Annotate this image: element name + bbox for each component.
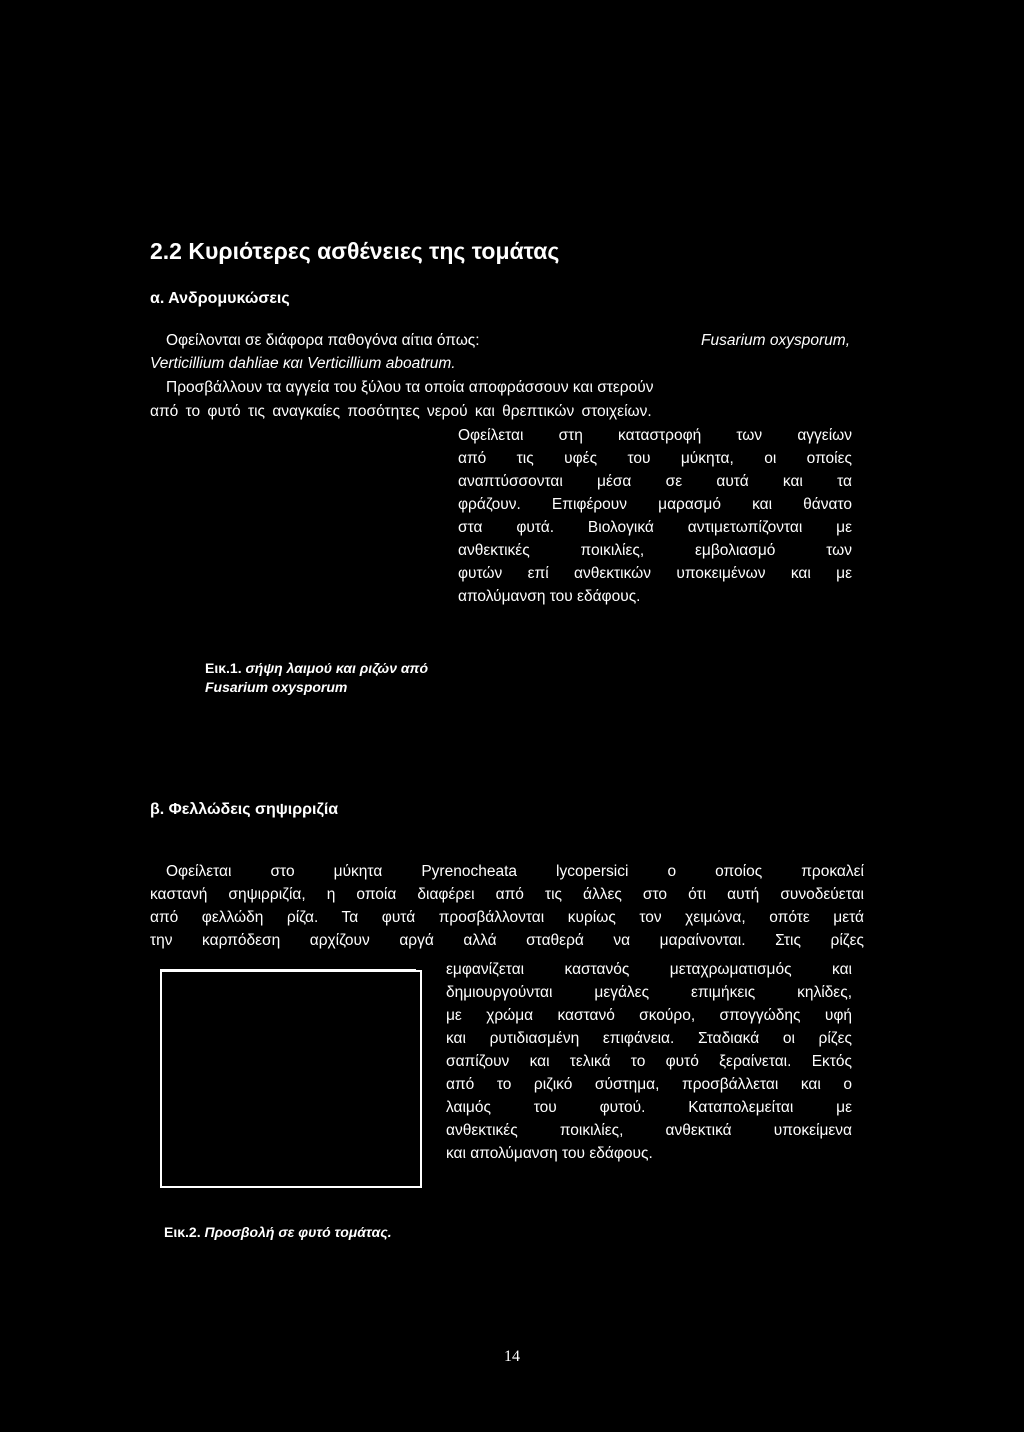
text-line: αναπτύσσονται μέσα σε αυτά και τα (458, 473, 852, 490)
section-b-title: β. Φελλώδεις σηψιρριζία (150, 801, 339, 818)
text-line: ανθεκτικές ποικιλίες, εμβολιασμό των (458, 542, 852, 559)
section-a-line1-text: Οφείλονται σε διάφορα παθογόνα αίτια όπως: (166, 332, 480, 349)
section-a-line3-text: Προσβάλλουν τα αγγεία του ξύλου τα οποία αποφράσσουν και στερούν (166, 379, 654, 396)
text-line: από φελλώδη ρίζα. Τα φυτά προσβάλλονται κυρίως τον χειμώνα, οπότε μετά (150, 909, 864, 926)
text-line: δημιουργούνται μεγάλες επιμήκεις κηλίδες, (446, 984, 852, 1001)
text-line: Οφείλεται στη καταστροφή των αγγείων (458, 427, 852, 444)
text-line: στα φυτά. Βιολογικά αντιμετωπίζονται με (458, 519, 852, 536)
text-line: και απολύμανση του εδάφους. (446, 1145, 653, 1162)
text-line: εμφανίζεται καστανός μεταχρωματισμός και (446, 961, 852, 978)
figure-1-text: σήψη λαιμού και ριζών από (245, 660, 429, 676)
figure-1-label: Εικ.1. (205, 660, 242, 676)
text-line: φράζουν. Επιφέρουν μαρασμό και θάνατο (458, 496, 852, 513)
section-a-line1 (166, 329, 850, 352)
figure-2-caption (164, 1224, 392, 1240)
section-b-full-lines (150, 860, 864, 952)
section-a-line4: από το φυτό τις αναγκαίες ποσότητες νερού και θρεπτικών στοιχείων. (150, 403, 652, 420)
section-a-line2: Verticillium dahliae και Verticillium aboatrum. (150, 355, 456, 372)
text-line: φυτών επί ανθεκτικών υποκειμένων και με (458, 565, 852, 582)
section-a-right-column (458, 424, 852, 608)
text-line: με χρώμα καστανό σκούρο, σπογγώδης υφή (446, 1007, 852, 1024)
text-line: από το ριζικό σύστημα, προσβάλλεται και ο (446, 1076, 852, 1093)
text-line: απολύμανση του εδάφους. (458, 588, 641, 605)
page-heading: 2.2 Κυριότερες ασθένειες της τομάτας (150, 238, 560, 264)
text-line: από τις υφές του μύκητα, οι οποίες (458, 450, 852, 467)
section-a-title: α. Ανδρομυκώσεις (150, 290, 290, 307)
section-a-line3 (166, 376, 852, 399)
figure-2-image-frame (160, 970, 422, 1188)
figure-2-text: Προσβολή σε φυτό τομάτας. (204, 1224, 392, 1240)
text-line: λαιμός του φυτού. Καταπολεμείται με (446, 1099, 852, 1116)
figure-1-caption (205, 660, 428, 676)
figure-2-label: Εικ.2. (164, 1224, 201, 1240)
text-line: σαπίζουν και τελικά το φυτό ξεραίνεται. Εκτός (446, 1053, 852, 1070)
text-line: την καρπόδεση αρχίζουν αργά αλλά σταθερά να μαραίνονται. Στις ρίζες (150, 932, 864, 949)
figure-1-caption-line2: Fusarium oxysporum (205, 679, 348, 695)
text-line: και ρυτιδιασμένη επιφάνεια. Σταδιακά οι ρίζες (446, 1030, 852, 1047)
section-a-pathogen: Fusarium oxysporum, (700, 332, 850, 349)
text-line: Οφείλεται στο μύκητα Pyrenocheata lycopersici ο οποίος προκαλεί (166, 863, 864, 880)
text-line: καστανή σηψιρριζία, η οποία διαφέρει από τις άλλες στο ότι αυτή συνοδεύεται (150, 886, 864, 903)
page-number: 14 (504, 1348, 520, 1365)
section-b-right-column (446, 958, 852, 1165)
text-line: ανθεκτικές ποικιλίες, ανθεκτικά υποκείμενα (446, 1122, 852, 1139)
